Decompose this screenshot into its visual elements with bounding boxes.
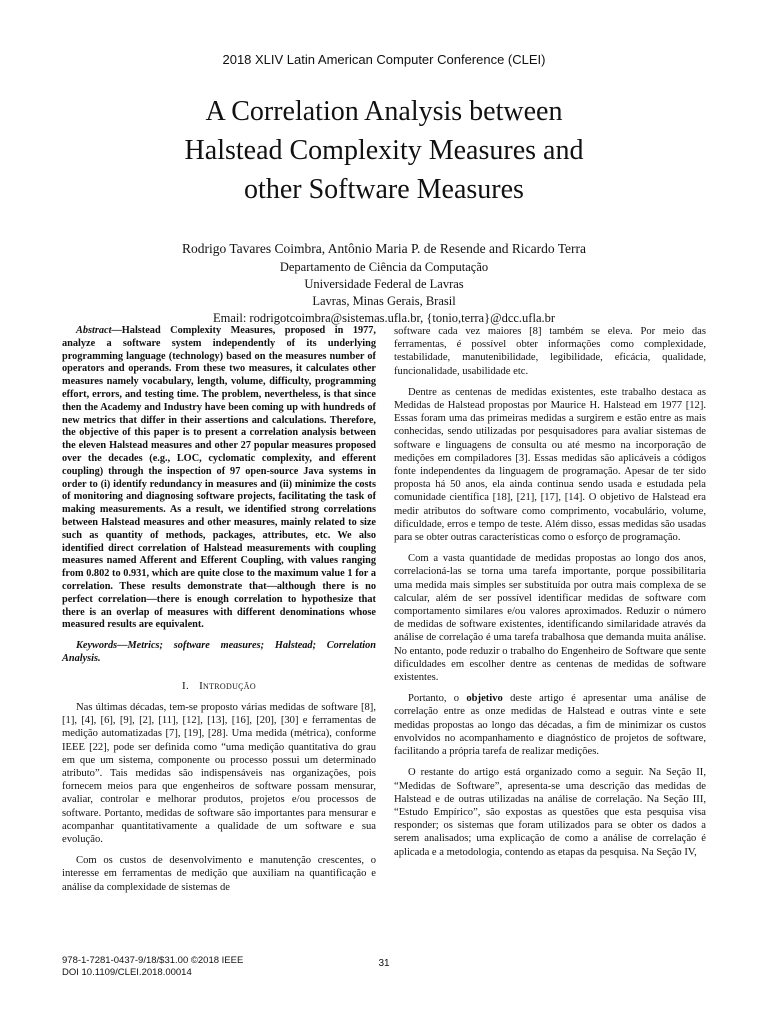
location: Lavras, Minas Gerais, Brasil — [312, 294, 456, 308]
paper-title — [100, 92, 668, 209]
left-column — [62, 325, 376, 902]
objective-bold: objetivo — [466, 693, 503, 705]
abstract-text: —Halstead Complexity Measures, proposed in 1977, analyze a software system independently of its underlying programming language (technology) based on the measures number of operators and operands. From these two measures, it calculates other measures namely vocabulary, length, volume, difficulty, programming effort, errors, and testing time. The problem, nevertheless, is that since then the Academy and Industry have been coming up with hundreds of new metrics that differ in their assertions and calculations. Therefore, the objective of this paper is to present a correlation analysis between the eleven Halstead measures and other 27 popular measures proposed over the decades (e.g., LOC, cyclomatic complexity, and efferent coupling) through the inspection of 97 open-source Java systems in order to (i) identify redundancy in measures and (ii) minimize the costs of monitoring and diagnosing software projects, facilitating the task of making measurements. As a result, we identified strong correlations between Halstead measures and other measures, mainly related to size such as quantity of methods, packages, attributes, etc. We also identified direct correlation of Halstead measurements with coupling measures named Afferent and Efferent Coupling, with values ranging from 0.802 to 0.931, which are quite close to the maximum value 1 for a correlation. These results demonstrate that—although there is no perfect correlation—there is enough correlation to hypothesize that there is an overlap of measures with different denominations whose measured results are equivalent. — [62, 325, 376, 631]
section-heading — [62, 680, 376, 693]
title-line: A Correlation Analysis between — [205, 96, 563, 127]
keywords — [62, 640, 376, 666]
title-line: Halstead Complexity Measures and — [184, 135, 584, 166]
objective-text-before: Portanto, o — [408, 693, 467, 705]
paragraph: Com os custos de desenvolvimento e manutenção crescentes, o interesse em ferramentas de medição que auxiliam na quantificação e análise da complexidade de sistemas de — [62, 855, 376, 893]
paragraph: Nas últimas décadas, tem-se proposto várias medidas de software [8], [1], [4], [6], [9], [2], [11], [12], [13], [16], [20], [30] e ferramentas de medição automatizadas [7], [19], [28]. Uma medida (métrica), conforme IEEE [22], pode ser definida como “uma medição quantitativa do grau em que um sistema, componente ou processo possui um determinado atributo”. Tais medidas são indispensáveis nas organizações, pois fornecem meios para que engenheiros de software possam mensurar, avaliar, controlar e melhorar produtos, projetos e/ou processos de software. Portanto, medidas de software são importantes para mensurar e acompanhar quantitativamente a qualidade de um software e sua evolução. — [62, 701, 376, 845]
objective-text-after: deste artigo é apresentar uma análise de correlação entre as onze medidas de Halstead e outras vinte e sete medidas propostas ao longo das décadas, a fim de minimizar os custos envolvidos no acompanhamento e diagnóstico de projetos de software, facilitando a própria tarefa de realizar medições. — [394, 693, 706, 758]
title-line: other Software Measures — [244, 174, 524, 205]
paragraph-objective — [394, 692, 706, 758]
section-number: I. — [182, 679, 190, 692]
paragraph: Com a vasta quantidade de medidas propostas ao longo dos anos, correlacioná-las se torna uma tarefa importante, porque possibilitaria uma medida mais simples ser substituída por outra mais complexa de se calcular, além de ser possível identificar medidas de software com comportamento similares e/ou valores aproximados. Reduzir o número de medidas de software existentes, identificando similaridade através da análise de correlação é uma tarefa trabalhosa que demanda muita análise. No entanto, pode reduzir o trabalho do Engenheiro de Software que sente dificuldades em escolher dentre as centenas de medidas de software existentes. — [394, 553, 706, 684]
author-names: Rodrigo Tavares Coimbra, Antônio Maria P. de Resende and Ricardo Terra — [181, 241, 587, 256]
abstract — [62, 325, 376, 632]
doi: DOI 10.1109/CLEI.2018.00014 — [62, 967, 192, 978]
abstract-lead: Abstract — [76, 325, 112, 336]
department: Departamento de Ciência da Computação — [279, 260, 489, 274]
paragraph: software cada vez maiores [8] também se eleva. Por meio das ferramentas, é possível obter informações como complexidade, testabilidade, manutenibilidade, legibilidade, eficácia, qualidade, funcionalidade, usabilidade etc. — [394, 326, 706, 377]
paragraph: Dentre as centenas de medidas existentes, este trabalho destaca as Medidas de Halstead propostas por Maurice H. Halstead em 1977 [12]. Essas foram uma das primeiras medidas a surgirem e estão entre as mais conhecidas, sendo utilizadas por pesquisadores para avaliar sistemas de software e linguagens de consulta ou até mesmo na incorporação de medições em compiladores [3]. Essas medidas são aplicáveis a códigos fonte independentes da linguagem de programação. Apesar de ter sido proposta há 50 anos, ela ainda continua sendo usada e estudada pela comunidade científica [18], [21], [17], [14]. O objetivo de Halstead era medir atributos do software como comprimento, vocabulário, volume, dificuldade, erros e tempo de teste. Além disso, essas medidas são usadas para se obter outras características como o esforço de programação. — [394, 386, 706, 544]
page-number: 31 — [378, 958, 390, 969]
section-title: Introdução — [199, 679, 256, 692]
keywords-text: —Metrics; software measures; Halstead; Correlation Analysis. — [62, 640, 376, 664]
isbn: 978-1-7281-0437-9/18/$31.00 ©2018 IEEE — [62, 955, 244, 966]
right-column — [394, 325, 706, 867]
conference-header: 2018 XLIV Latin American Computer Conference (CLEI) — [222, 52, 546, 67]
author-block — [0, 240, 768, 327]
university: Universidade Federal de Lavras — [304, 277, 464, 291]
keywords-lead: Keywords — [76, 640, 118, 652]
paragraph: O restante do artigo está organizado como a seguir. Na Seção II, “Medidas de Software”, apresenta-se uma descrição das medidas de Halstead e de outras utilizadas na análise de correlação. Na Seção III, “Estudo Empírico”, são expostas as questões que esta pesquisa visa responder; os sistemas que foram utilizados para se obter os dados a serem analisados; uma explicação de como a análise de correlação é aplicada e a metodologia, contendo as etapas da pesquisa. Na Seção IV, — [394, 767, 706, 858]
email: Email: rodrigotcoimbra@sistemas.ufla.br, {tonio,terra}@dcc.ufla.br — [212, 311, 556, 325]
